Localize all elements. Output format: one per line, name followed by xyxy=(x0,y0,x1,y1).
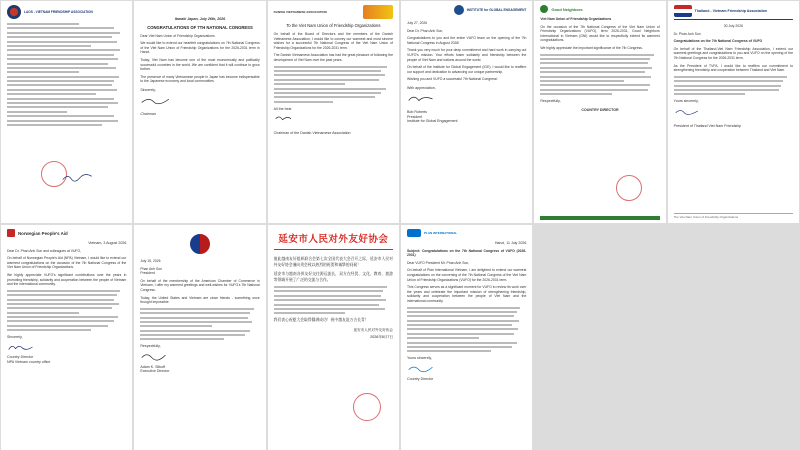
letter-laos xyxy=(1,1,132,223)
paragraph-2: Thank you very much for your deep commitment and hard work in carrying out VUFO's mission. Your efforts foster solidarity and friendship between the people of Viet Nam and nations around the world. xyxy=(406,48,527,62)
recipient: Viet Nam Union of Friendship Organizations xyxy=(540,17,612,21)
paragraph-2: Today, the United States and Vietnam are close friends - something once thought impossible. xyxy=(140,295,260,305)
signer-org: Institute for Global Engagement xyxy=(406,119,458,124)
association-logo-icon xyxy=(7,5,21,19)
paragraph-1: On behalf of Norwegian People's Aid (NPA) Vietnam, I would like to extend our warmest congratulations on the occasion of the 7th National Congress of the Viet Nam Union of Friendship Organizations. xyxy=(7,256,127,270)
subject: Congratulations on the 7th National Congress of VUFO xyxy=(673,39,763,44)
recipient-role: President xyxy=(140,271,155,276)
org-name: Thailand - Vietnam Friendship Association xyxy=(694,8,768,13)
closing: Respectfully, xyxy=(540,99,561,104)
closing: All the best xyxy=(273,106,292,111)
letter-date: July 15, 2026 xyxy=(140,259,161,263)
paragraph-2: As the President of TVFA, I would like to reaffirm our commitment to strengthening friendship and cooperation between Thailand and Viet Nam. xyxy=(673,63,793,73)
paragraph-3: On behalf of the Institute for Global Engagement (IGE), I would like to reaffirm our support and dedication to advancing our unique partnership. xyxy=(406,65,527,74)
signer: 延安市人民对外友好协会 xyxy=(353,327,393,332)
salutation: Dear Dr. Phan Anh Son and colleagues at VUFO, xyxy=(7,248,82,253)
letter-title: CONGRATULATIONS OF 7TH NATIONAL CONGRESS xyxy=(147,24,253,30)
npa-logo-icon xyxy=(7,229,15,237)
signer-role: Executive Director xyxy=(140,369,170,374)
letter-date: 30 July 2026 xyxy=(723,24,743,28)
signer-role: President xyxy=(406,114,423,119)
letter-amcham xyxy=(134,225,265,450)
official-stamp xyxy=(353,393,381,421)
signature xyxy=(61,173,95,183)
closing: With appreciation, xyxy=(406,85,436,90)
signature xyxy=(407,363,441,373)
signer-role: NPA Vietnam country office xyxy=(7,360,51,365)
paragraph-2: Today, Viet Nam has become one of the most economically and politically successful countries in the world. We are confident that it will continue to grow further. xyxy=(140,57,260,72)
salutation: Dear Dr. Phan Anh Son, xyxy=(406,28,444,33)
recipient: Phan Anh Son xyxy=(140,266,163,271)
paragraph-2: The Danish Vietnamese Association has had the great pleasure of following the development of Viet Nam over the past years. xyxy=(273,53,393,62)
paragraph-1: On the occasion of the 7th National Congress of the Viet Nam Union of Friendship Organizations (VUFO), term 2026-2031, Good Neighbors International in Vietnam (GNI) would like to respectfully extend its warmest congratulations. xyxy=(540,24,660,43)
signer: Country Director xyxy=(406,376,434,381)
association-logo-icon xyxy=(674,5,692,17)
letter-date: Hanoi, 11 July 2026 xyxy=(494,241,527,245)
letter-date: Ibaraki Japan, July 26th, 2026 xyxy=(174,17,226,21)
recipient: Dr. Phan Anh Son xyxy=(673,31,701,36)
closing: Sincerely, xyxy=(140,87,156,92)
paragraph-1: On behalf of the membership of the American Chamber of Commerce in Vietnam, I offer my warmest greetings and well-wishes for VUFO's 7th National Congress. xyxy=(140,278,260,292)
org-name: Norwegian People's Aid xyxy=(18,230,68,236)
paragraph-2: This Congress serves as a significant moment for VUFO to review its work over the years and celebrate the important mission of strengthening friendship, solidarity and cooperation between the people of Viet Nam and the international community. xyxy=(406,285,527,303)
signature xyxy=(7,342,41,352)
letter-header xyxy=(674,5,793,20)
body-text-lines xyxy=(274,286,393,314)
good-neighbors-logo-icon xyxy=(540,5,548,13)
body-text-lines xyxy=(674,76,793,96)
amcham-flag-logo-icon xyxy=(189,233,211,255)
signature xyxy=(274,113,308,123)
letter-header xyxy=(7,229,126,237)
letter-date: Vietnam, 3 August 2026 xyxy=(88,241,127,245)
paragraph-3: The presence of many Vietnamese people in Japan has become indispensable to the Japanese economy and local communities. xyxy=(140,74,260,84)
org-name: Good Neighbors xyxy=(551,6,583,12)
closing: Yours sincerely, xyxy=(406,356,432,361)
official-stamp xyxy=(616,175,642,201)
closing: Sincerely, xyxy=(7,335,23,340)
association-logo-icon xyxy=(363,5,393,19)
letter-good-neighbors xyxy=(534,1,665,223)
closing: Respectfully, xyxy=(140,344,161,349)
letter-header xyxy=(407,229,526,237)
salutation: Dear VUFO President Mr. Phan Anh Son, xyxy=(406,260,470,265)
subject: Subject: Congratulations on the 7th National Congress of VUFO (2026-2031) xyxy=(406,248,527,258)
body-text-lines xyxy=(7,290,126,332)
letter-japan xyxy=(134,1,265,223)
letter-header xyxy=(140,233,259,255)
org-name: INSTITUTE for GLOBAL ENGAGEMENT xyxy=(466,7,527,12)
body-text-lines xyxy=(274,66,393,103)
signer: Chairman xyxy=(140,112,156,117)
signature xyxy=(407,93,441,103)
paragraph-3: 我们衷心祝愿大会取得圆满成功！祝中越友谊万古长青！ xyxy=(273,317,369,322)
signature xyxy=(140,351,174,361)
institute-logo-icon xyxy=(454,5,464,15)
closing: Yours sincerely, xyxy=(673,99,699,104)
paragraph-1: On behalf of Plan International Vietnam, I am delighted to extend our warmest congratulations on the convening of the 7th National Congress of the Viet Nam Union of Friendship Organizations (VUFO) for the 2026-2031 term. xyxy=(406,268,527,282)
letter-thailand xyxy=(668,1,799,223)
org-name: 延安市人民对外友好协会 xyxy=(278,234,389,245)
body-text-lines xyxy=(407,307,526,353)
paragraph-2: 延安市与越南各界友好交往源远流长，双方在经贸、文化、教育、旅游等领域开展了广泛的交流与合作。 xyxy=(273,272,393,282)
title-divider xyxy=(274,249,393,250)
paragraph-1: We would like to extend our heartfelt congratulations on 7th National Congress of the Viet Nam Union of Friendship Organizations for the 2026-2031 term in Hanoi. xyxy=(140,41,260,55)
signature xyxy=(140,95,174,105)
paragraph-1: Congratulations to you and the entire VUFO team on the opening of the 7th National Congress in August 2026! xyxy=(406,36,527,45)
letter-date: July 27, 2026 xyxy=(406,21,428,25)
letter-header xyxy=(274,5,393,19)
paragraph-4: Wishing you and VUFO a successful 7th National Congress! xyxy=(406,77,498,82)
org-name: LAOS - VIETNAM FRIENDSHIP ASSOCIATION xyxy=(24,9,93,14)
signer: COUNTRY DIRECTOR xyxy=(581,107,619,112)
letter-date: 2026年8月7日 xyxy=(370,334,393,339)
signer: Adam K. Sitkoff xyxy=(140,364,166,369)
org-name: PLAN INTERNATIONAL xyxy=(423,230,458,235)
paragraph-2: We highly appreciate VUFO's significant contributions over the years in promoting friendship, solidarity and cooperation between the people of Vietnam and the international community. xyxy=(7,272,127,287)
paragraph-1: On behalf of the Thailand-Viet Nam Friendship Association, I extend our warmest greetings and congratulations to you and VUFO on the opening of the 7th National Congress for the 2026-2031 term. xyxy=(673,46,793,60)
paragraph-1: 值此越南友好组织联合会第七次全国代表大会召开之际，延安市人民对外友好协会谨向贵会致以热烈的祝贺和诚挚的问候！ xyxy=(273,257,393,267)
letter-footer: The Viet Nam Union of Friendship Organizations xyxy=(674,213,793,220)
letter-npa xyxy=(1,225,132,450)
signer: President of Thailand Viet Nam Friendship xyxy=(673,123,742,128)
paragraph-1: On behalf of the Board of Directors and the members of the Danish Vietnamese Association, I would like to convey our warmest and most sincere wishes for a successful 7th National Congress of the Viet Nam Union of Friendship Organizations for the 2026-2031 term. xyxy=(273,32,393,50)
plan-logo-icon xyxy=(407,229,421,237)
paragraph-2: We highly appreciate the important significance of the 7th Congress. xyxy=(540,45,643,50)
letter-footer xyxy=(540,216,659,220)
letter-ige xyxy=(401,1,532,223)
signer: Chairman of the Danish Vietnamese Association xyxy=(273,130,351,135)
body-text-lines xyxy=(7,23,126,126)
body-text-lines xyxy=(140,308,259,341)
letter-plan xyxy=(401,225,532,450)
letter-yanan xyxy=(268,225,399,450)
org-name: DANISH VIETNAMESE ASSOCIATION xyxy=(273,9,327,14)
salutation: Dear Viet Nam Union of Friendship Organizations xyxy=(140,33,215,38)
signer: Country Director xyxy=(7,355,34,360)
signature xyxy=(674,106,708,116)
letter-header xyxy=(7,5,126,19)
body-text-lines xyxy=(540,54,659,96)
letter-danish xyxy=(268,1,399,223)
letter-header xyxy=(407,5,526,15)
recipient: To the Viet Nam Union of Friendship Organizations xyxy=(286,23,381,28)
letter-header xyxy=(540,5,659,13)
signer: Bob Roberts xyxy=(406,110,427,115)
